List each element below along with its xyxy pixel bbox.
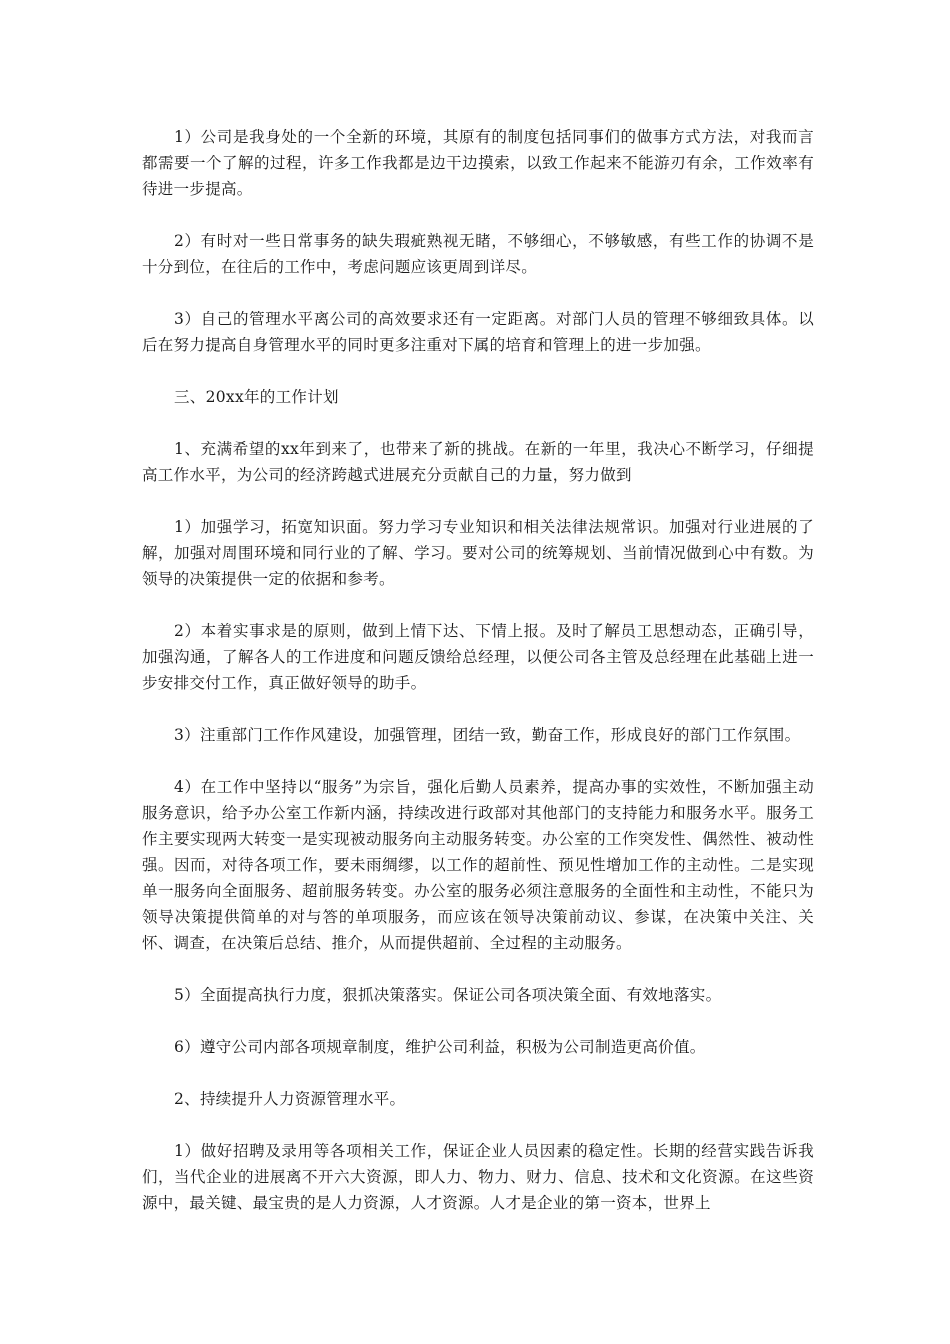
paragraph-issue-2: 2）有时对一些日常事务的缺失瑕疵熟视无睹，不够细心，不够敏感，有些工作的协调不是十分到位，在往后的工作中，考虑问题应该更周到详尽。 bbox=[142, 232, 814, 276]
paragraph-plan-2: 2、持续提升人力资源管理水平。 bbox=[174, 1090, 406, 1108]
paragraph-plan-1-item-6: 6）遵守公司内部各项规章制度，维护公司利益，积极为公司制造更高价值。 bbox=[174, 1038, 706, 1056]
paragraph-plan-1-item-1: 1）加强学习，拓宽知识面。努力学习专业知识和相关法律法规常识。加强对行业进展的了解，加强对周围环境和同行业的了解、学习。要对公司的统筹规划、当前情况做到心中有数。为领导的决策提供一定的依据和参考。 bbox=[142, 518, 814, 588]
paragraph-plan-1-item-3: 3）注重部门工作作风建设，加强管理，团结一致，勤奋工作，形成良好的部门工作氛围。 bbox=[174, 726, 801, 744]
paragraph-issue-1: 1）公司是我身处的一个全新的环境，其原有的制度包括同事们的做事方式方法，对我而言都需要一个了解的过程，许多工作我都是边干边摸索，以致工作起来不能游刃有余，工作效率有待进一步提高。 bbox=[142, 128, 814, 198]
document-page bbox=[142, 124, 814, 1242]
paragraph-plan-1-item-4: 4）在工作中坚持以“服务”为宗旨，强化后勤人员素养，提高办事的实效性，不断加强主动服务意识，给予办公室工作新内涵，持续改进行政部对其他部门的支持能力和服务水平。服务工作主要实现两大转变一是实现被动服务向主动服务转变。办公室的工作突发性、偶然性、被动性强。因而，对待各项工作，要未雨绸缪，以工作的超前性、预见性增加工作的主动性。二是实现单一服务向全面服务、超前服务转变。办公室的服务必须注意服务的全面性和主动性，不能只为领导决策提供简单的对与答的单项服务，而应该在领导决策前动议、参谋，在决策中关注、关怀、调查，在决策后总结、推介，从而提供超前、全过程的主动服务。 bbox=[142, 778, 814, 952]
paragraph-plan-1-item-5: 5）全面提高执行力度，狠抓决策落实。保证公司各项决策全面、有效地落实。 bbox=[174, 986, 722, 1004]
paragraph-plan-1-item-2: 2）本着实事求是的原则，做到上情下达、下情上报。及时了解员工思想动态，正确引导，加强沟通，了解各人的工作进度和问题反馈给总经理，以便公司各主管及总经理在此基础上进一步安排交付工作，真正做好领导的助手。 bbox=[142, 622, 814, 692]
paragraph-issue-3: 3）自己的管理水平离公司的高效要求还有一定距离。对部门人员的管理不够细致具体。以后在努力提高自身管理水平的同时更多注重对下属的培育和管理上的进一步加强。 bbox=[142, 310, 814, 354]
paragraph-plan-2-item-1: 1）做好招聘及录用等各项相关工作，保证企业人员因素的稳定性。长期的经营实践告诉我们，当代企业的进展离不开六大资源，即人力、物力、财力、信息、技术和文化资源。在这些资源中，最关键、最宝贵的是人力资源，人才资源。人才是企业的第一资本，世界上 bbox=[142, 1142, 814, 1212]
section-heading-work-plan: 三、20xx年的工作计划 bbox=[174, 388, 339, 406]
paragraph-plan-1: 1、充满希望的xx年到来了，也带来了新的挑战。在新的一年里，我决心不断学习，仔细提高工作水平，为公司的经济跨越式进展充分贡献自己的力量，努力做到 bbox=[142, 440, 814, 484]
